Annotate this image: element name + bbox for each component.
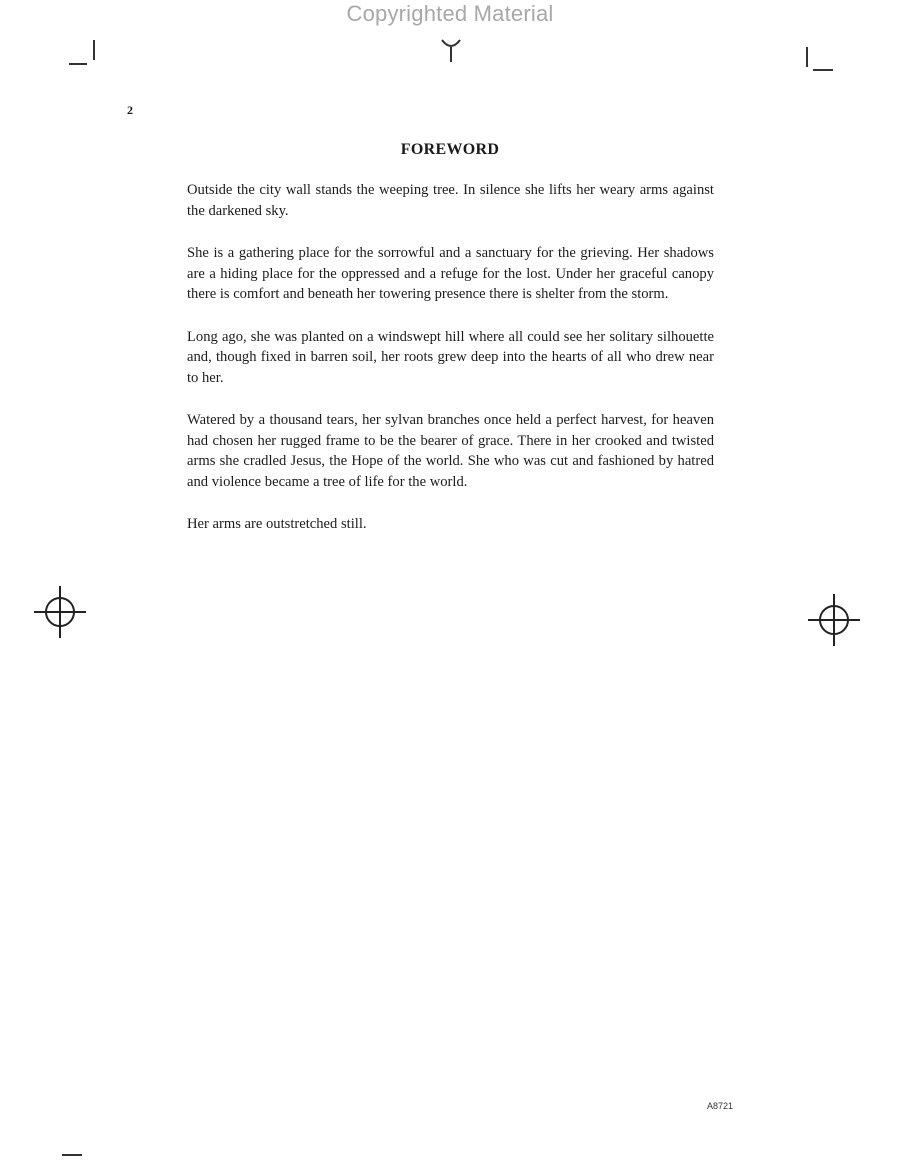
paragraph: Watered by a thousand tears, her sylvan branches once held a perfect harvest, for heaven had chosen her rugged frame to be the bearer of grace. There in her crooked and twisted arms she cradled Jesus, the Hope of the world. She who was cut and fashioned by hatred and violence became a tree of life for the world. [187,412,714,490]
paragraph: Long ago, she was planted on a windswept hill where all could see her solitary silhouette and, though fixed in barren soil, her roots grew deep into the hearts of all who drew near to her. [187,328,714,386]
registration-crosshair-right-icon [806,592,862,648]
page-number: 2 [127,103,133,117]
foreword-body [187,180,714,557]
top-center-registration-icon [438,38,464,64]
registration-crosshair-left-icon [32,584,88,640]
footer-catalog-code: A8721 [707,1101,734,1111]
paragraph: Outside the city wall stands the weeping tree. In silence she lifts her weary arms against the darkened sky. [187,182,714,219]
copyright-watermark: Copyrighted Material [346,1,554,26]
page-title: FOREWORD [400,141,500,158]
paragraph: Her arms are outstretched still. [187,516,367,532]
paragraph: She is a gathering place for the sorrowful and a sanctuary for the grieving. Her shadows are a hiding place for the oppressed and a refuge for the lost. Under her graceful canopy there is comfort and beneath her towering presence there is shelter from the storm. [187,245,714,302]
